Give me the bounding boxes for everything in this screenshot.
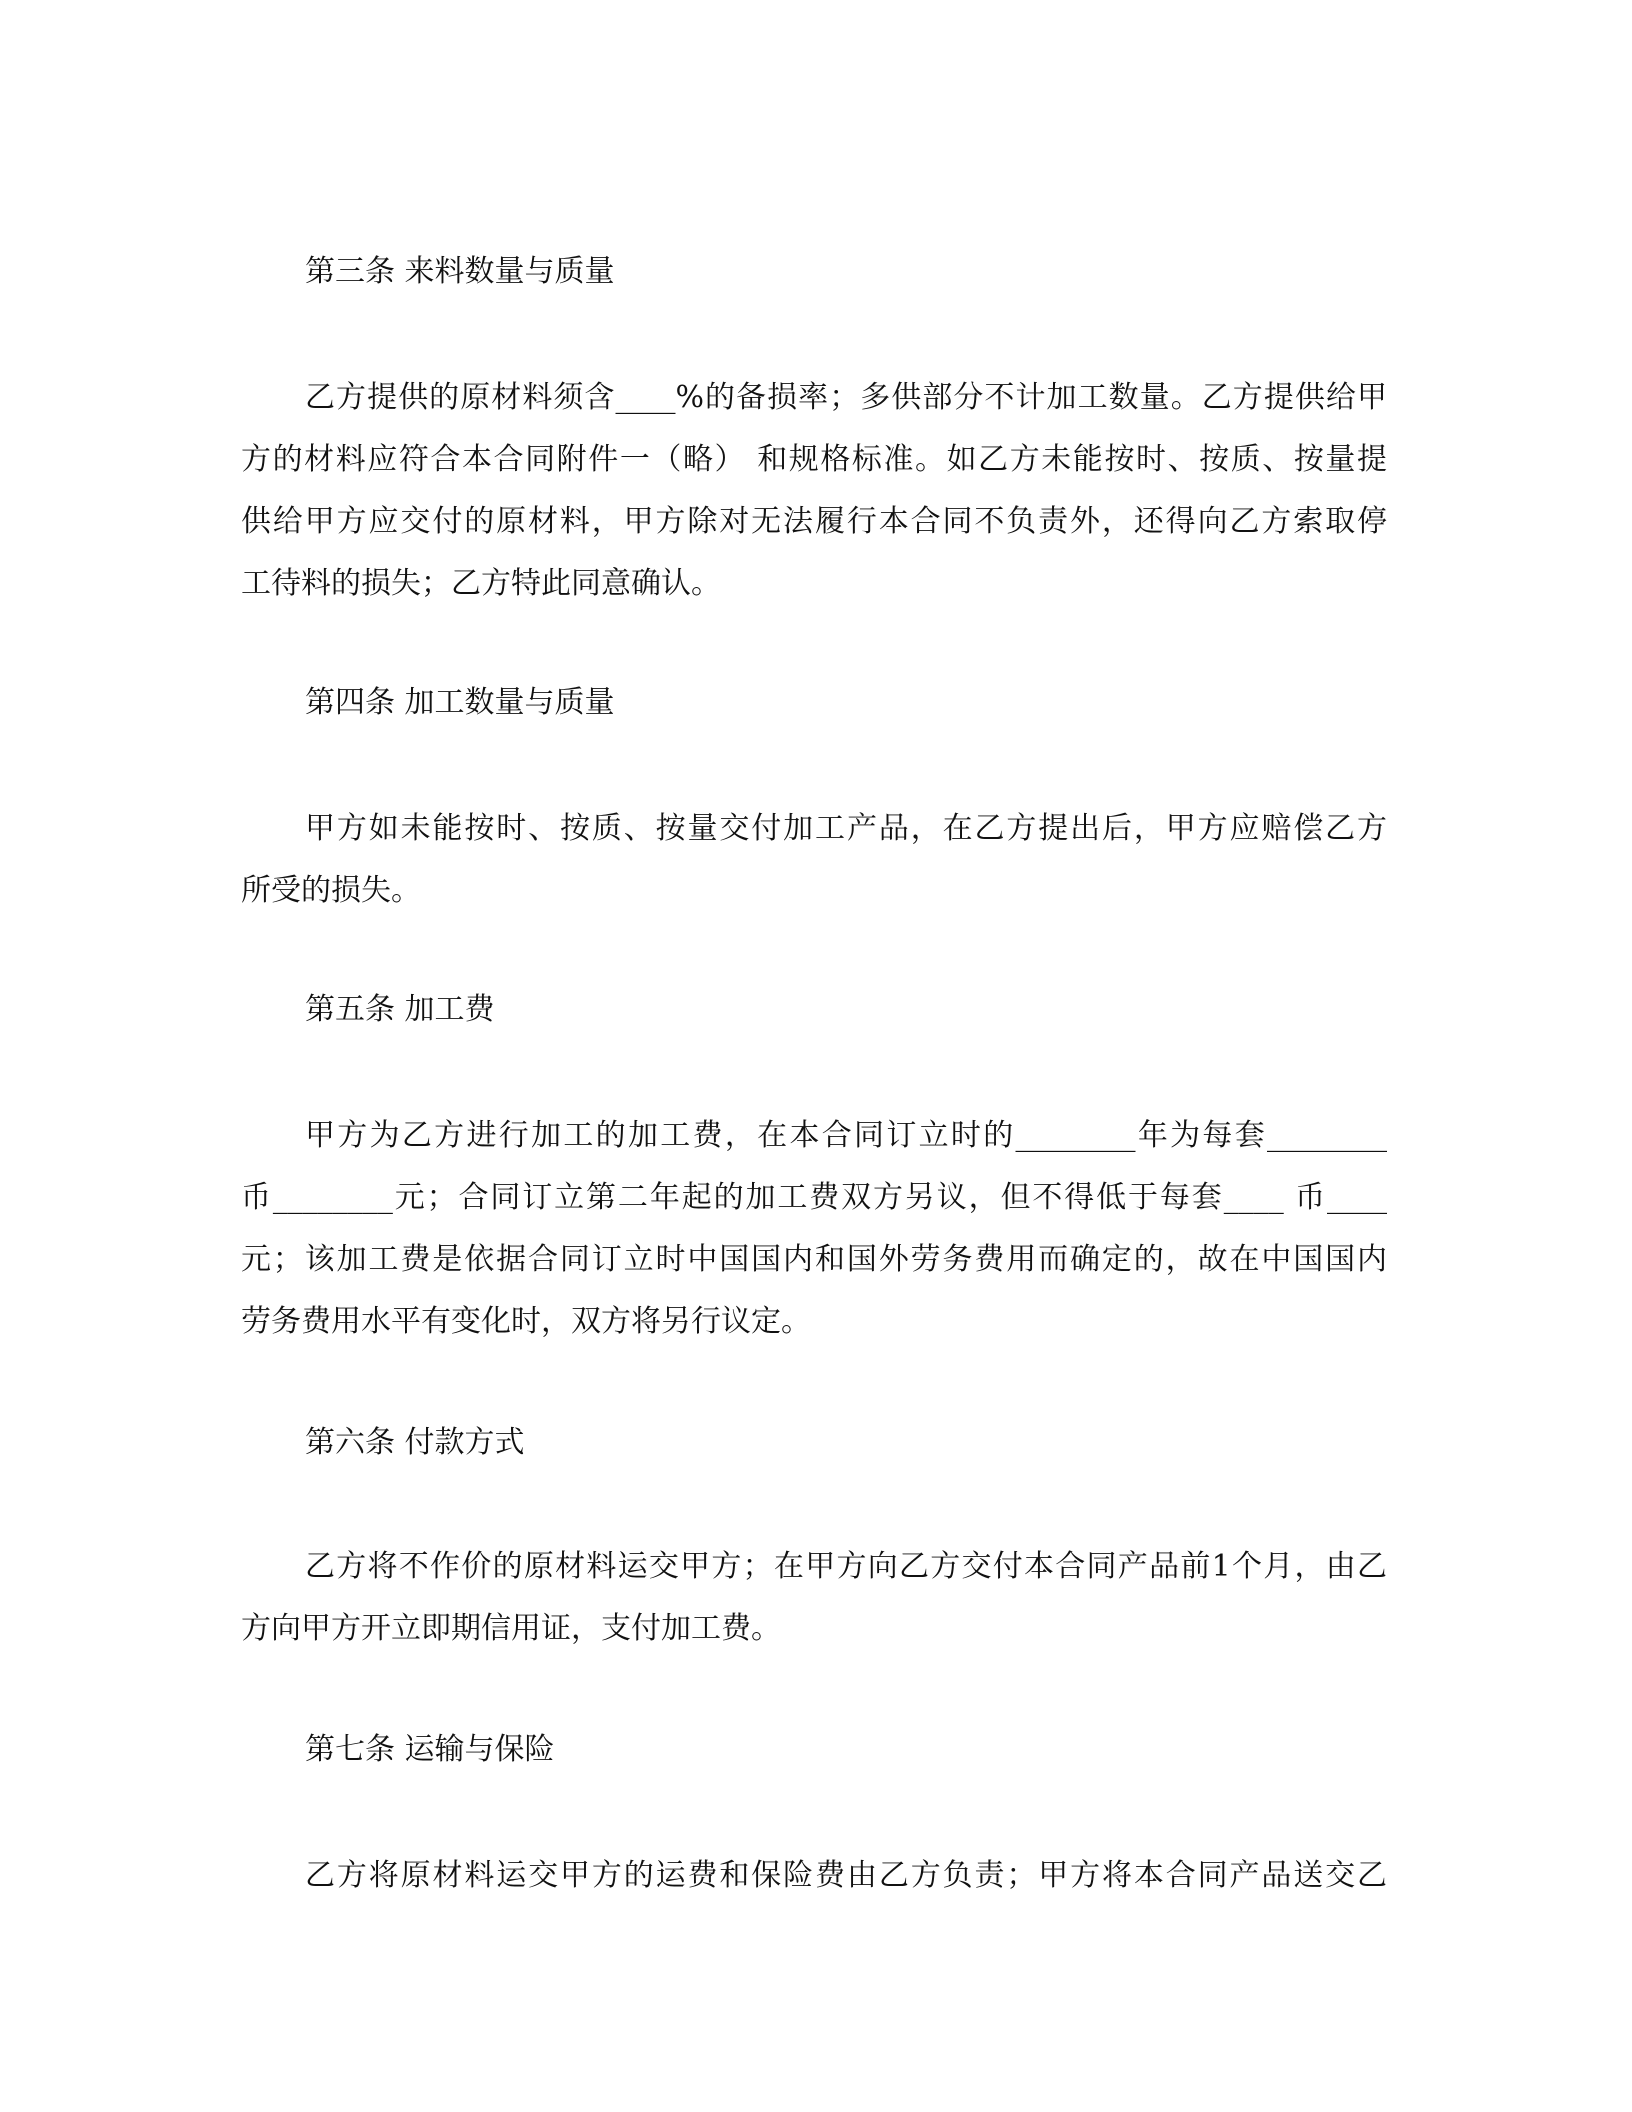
- section-body-4: [241, 798, 1387, 922]
- section-body-7: [241, 1845, 1387, 1907]
- body-line: 元；该加工费是依据合同订立时中国国内和国外劳务费用而确定的，故在中国国内: [241, 1242, 1387, 1277]
- section-body-3: [241, 367, 1387, 615]
- body-line: 乙方将原材料运交甲方的运费和保险费由乙方负责；甲方将本合同产品送交乙: [305, 1858, 1387, 1893]
- body-line: 甲方为乙方进行加工的加工费，在本合同订立时的________年为每套________: [305, 1118, 1387, 1153]
- section-heading-6: 第六条 付款方式: [305, 1425, 525, 1460]
- section-heading-4: 第四条 加工数量与质量: [305, 685, 615, 720]
- section-heading-5: 第五条 加工费: [305, 992, 495, 1027]
- body-line: 方的材料应符合本合同附件一（略） 和规格标准。如乙方未能按时、按质、按量提: [241, 442, 1387, 477]
- body-line: 劳务费用水平有变化时，双方将另行议定。: [241, 1304, 811, 1339]
- body-line: 甲方如未能按时、按质、按量交付加工产品，在乙方提出后，甲方应赔偿乙方: [305, 811, 1387, 846]
- section-heading-3: 第三条 来料数量与质量: [305, 254, 615, 289]
- body-line: 币________元；合同订立第二年起的加工费双方另议，但不得低于每套____ 币____: [241, 1180, 1387, 1215]
- body-line: 所受的损失。: [241, 873, 421, 908]
- section-body-6: [241, 1536, 1387, 1660]
- body-line: 方向甲方开立即期信用证，支付加工费。: [241, 1611, 781, 1646]
- body-line: 供给甲方应交付的原材料，甲方除对无法履行本合同不负责外，还得向乙方索取停: [241, 504, 1387, 539]
- body-line: 乙方将不作价的原材料运交甲方；在甲方向乙方交付本合同产品前1个月，由乙: [305, 1549, 1387, 1584]
- section-heading-7: 第七条 运输与保险: [305, 1732, 555, 1767]
- body-line: 工待料的损失；乙方特此同意确认。: [241, 566, 721, 601]
- section-body-5: [241, 1105, 1387, 1353]
- body-line: 乙方提供的原材料须含____%的备损率；多供部分不计加工数量。乙方提供给甲: [305, 380, 1387, 415]
